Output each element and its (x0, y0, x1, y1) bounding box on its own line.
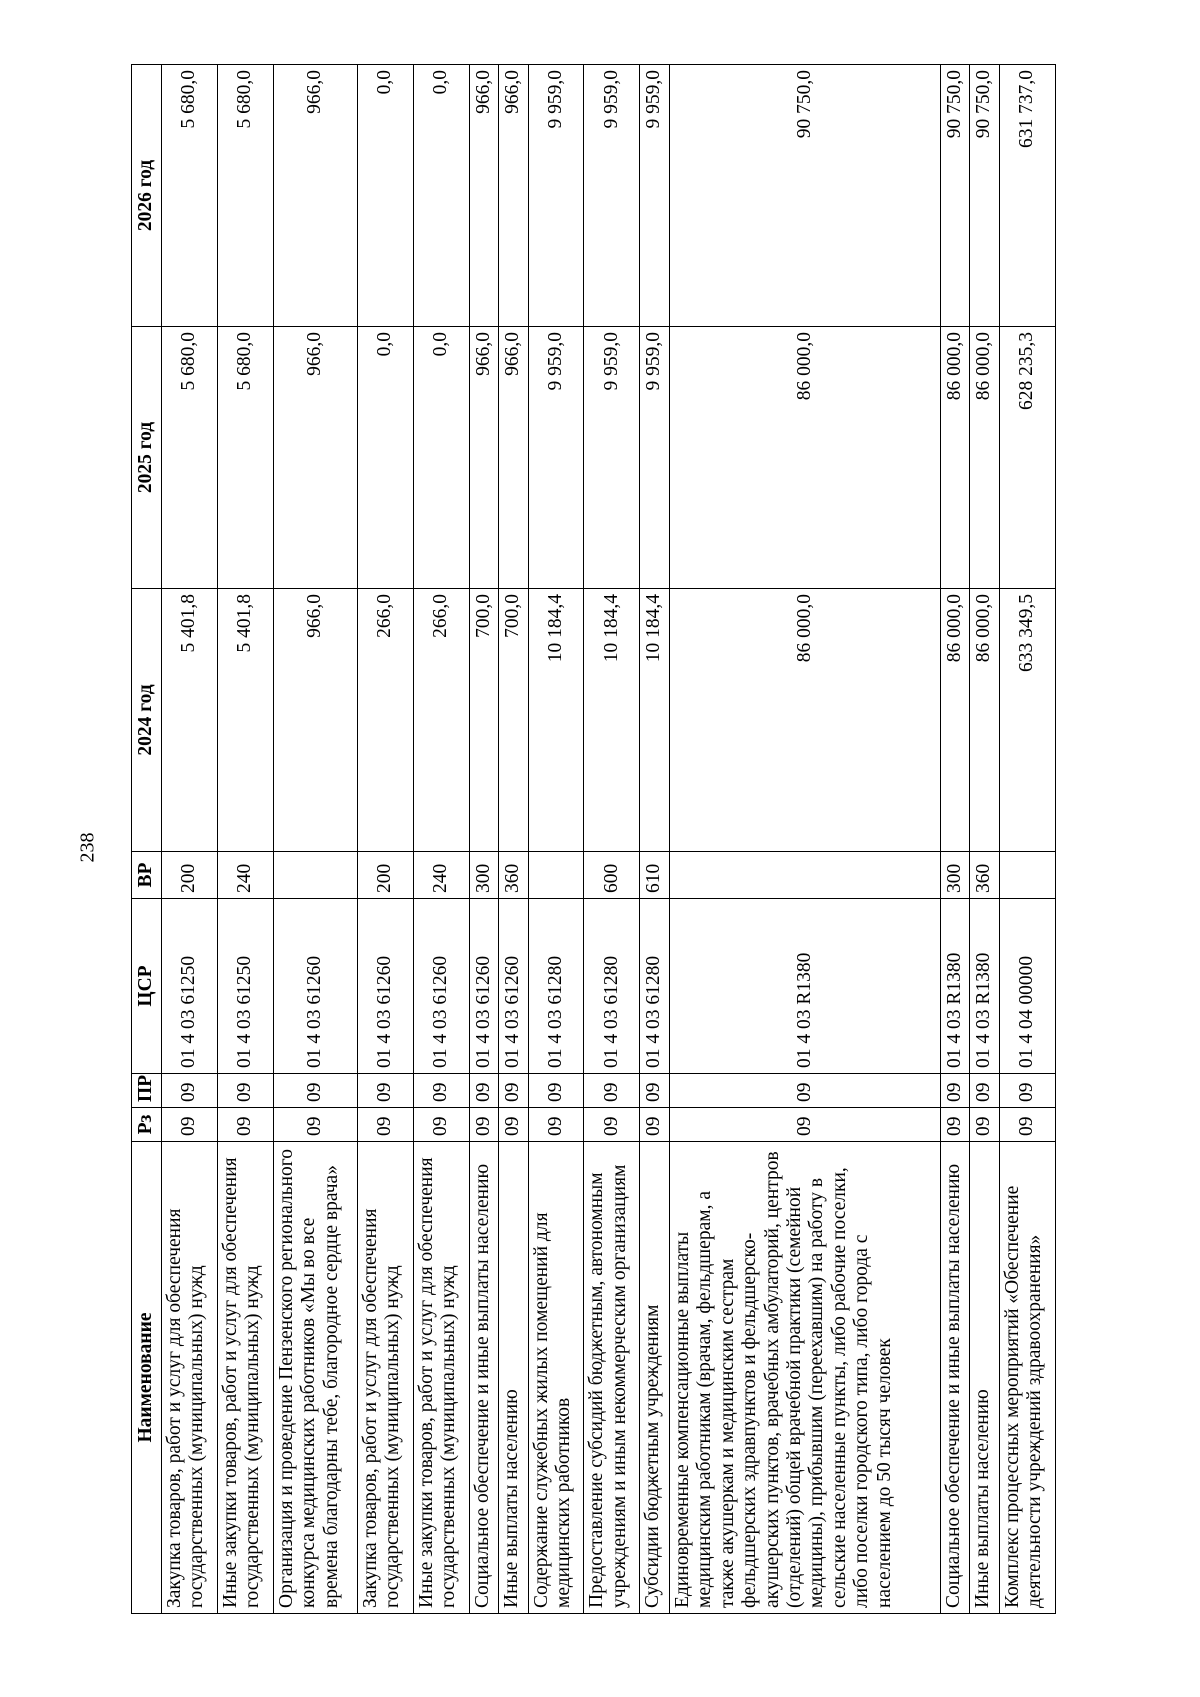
row-rz: 09 (357, 1108, 413, 1142)
table-row (499, 65, 528, 1614)
table-row (584, 65, 640, 1614)
table-row (469, 65, 498, 1614)
row-name: Иные выплаты населению (970, 1142, 999, 1614)
row-2024: 10 184,4 (640, 589, 669, 852)
row-csr: 01 4 03 61260 (469, 899, 498, 1074)
row-pr: 09 (999, 1074, 1055, 1108)
row-name: Иные закупки товаров, работ и услуг для обеспечения государственных (муниципальных) нужд (413, 1142, 469, 1614)
row-2024: 86 000,0 (970, 589, 999, 852)
row-pr: 09 (499, 1074, 528, 1108)
row-2024: 700,0 (469, 589, 498, 852)
row-2026: 0,0 (357, 65, 413, 327)
table-row (162, 65, 218, 1614)
row-name: Организация и проведение Пензенского регионального конкурса медицинских работников «Мы во все времена благодарны тебе, благородное сердце врача» (273, 1142, 357, 1614)
row-vr: 200 (162, 852, 218, 899)
row-2026: 90 750,0 (940, 65, 969, 327)
row-rz: 09 (940, 1108, 969, 1142)
row-rz: 09 (970, 1108, 999, 1142)
row-pr: 09 (273, 1074, 357, 1108)
row-2025: 9 959,0 (584, 327, 640, 589)
row-vr (669, 852, 940, 899)
table-row (273, 65, 357, 1614)
row-2024: 10 184,4 (528, 589, 584, 852)
row-csr: 01 4 03 R1380 (669, 899, 940, 1074)
row-2025: 966,0 (273, 327, 357, 589)
table-row (970, 65, 999, 1614)
row-2026: 5 680,0 (162, 65, 218, 327)
row-csr: 01 4 03 R1380 (940, 899, 969, 1074)
row-name: Единовременные компенсационные выплаты медицинским работникам (врачам, фельдшерам, а также акушеркам и медицинским сестрам фельдшерских здравпунктов и фельдшерско-акушерских пунктов, врачебных амбулаторий, центров (отделений) общей врачебной практики (семейной медицины), прибывшим (переехавшим) на работу в сельские населенные пункты, либо рабочие поселки, либо поселки городского типа, либо города с населением до 50 тысяч человек (669, 1142, 940, 1614)
row-rz: 09 (413, 1108, 469, 1142)
row-2025: 0,0 (413, 327, 469, 589)
row-pr: 09 (640, 1074, 669, 1108)
row-rz: 09 (640, 1108, 669, 1142)
row-2026: 966,0 (273, 65, 357, 327)
table-header-row (132, 65, 162, 1614)
table-row (940, 65, 969, 1614)
row-csr: 01 4 03 61260 (413, 899, 469, 1074)
row-2024: 966,0 (273, 589, 357, 852)
row-csr: 01 4 03 R1380 (970, 899, 999, 1074)
row-2025: 5 680,0 (162, 327, 218, 589)
row-pr: 09 (217, 1074, 273, 1108)
row-vr: 300 (940, 852, 969, 899)
table-row (669, 65, 940, 1614)
row-rz: 09 (669, 1108, 940, 1142)
row-pr: 09 (357, 1074, 413, 1108)
header-csr: ЦСР (132, 899, 162, 1074)
row-vr (273, 852, 357, 899)
row-csr: 01 4 03 61280 (640, 899, 669, 1074)
header-vr: ВР (132, 852, 162, 899)
row-2024: 86 000,0 (940, 589, 969, 852)
row-2024: 5 401,8 (162, 589, 218, 852)
row-2024: 700,0 (499, 589, 528, 852)
row-pr: 09 (413, 1074, 469, 1108)
row-name: Закупка товаров, работ и услуг для обеспечения государственных (муниципальных) нужд (357, 1142, 413, 1614)
row-2026: 9 959,0 (528, 65, 584, 327)
row-2026: 0,0 (413, 65, 469, 327)
header-2025: 2025 год (132, 327, 162, 589)
row-pr: 09 (669, 1074, 940, 1108)
row-name: Социальное обеспечение и иные выплаты населению (940, 1142, 969, 1614)
header-pr: ПР (132, 1074, 162, 1108)
row-2025: 86 000,0 (970, 327, 999, 589)
row-rz: 09 (469, 1108, 498, 1142)
row-2025: 86 000,0 (669, 327, 940, 589)
page-number: 238 (76, 832, 99, 863)
table-row (640, 65, 669, 1614)
row-2026: 966,0 (469, 65, 498, 327)
row-rz: 09 (499, 1108, 528, 1142)
row-2024: 5 401,8 (217, 589, 273, 852)
row-vr: 610 (640, 852, 669, 899)
row-csr: 01 4 03 61260 (499, 899, 528, 1074)
row-csr: 01 4 03 61260 (273, 899, 357, 1074)
row-csr: 01 4 03 61280 (584, 899, 640, 1074)
row-2025: 5 680,0 (217, 327, 273, 589)
header-2024: 2024 год (132, 589, 162, 852)
table-row (999, 65, 1055, 1614)
row-csr: 01 4 03 61280 (528, 899, 584, 1074)
row-2026: 9 959,0 (640, 65, 669, 327)
row-2025: 628 235,3 (999, 327, 1055, 589)
row-2025: 0,0 (357, 327, 413, 589)
row-2024: 10 184,4 (584, 589, 640, 852)
row-pr: 09 (162, 1074, 218, 1108)
row-name: Содержание служебных жилых помещений для медицинских работников (528, 1142, 584, 1614)
row-vr: 360 (970, 852, 999, 899)
row-2026: 966,0 (499, 65, 528, 327)
row-rz: 09 (217, 1108, 273, 1142)
row-rz: 09 (528, 1108, 584, 1142)
row-2024: 633 349,5 (999, 589, 1055, 852)
row-2025: 86 000,0 (940, 327, 969, 589)
table-row (413, 65, 469, 1614)
row-2024: 266,0 (357, 589, 413, 852)
row-name: Социальное обеспечение и иные выплаты населению (469, 1142, 498, 1614)
row-pr: 09 (528, 1074, 584, 1108)
row-csr: 01 4 04 00000 (999, 899, 1055, 1074)
row-csr: 01 4 03 61250 (162, 899, 218, 1074)
row-pr: 09 (469, 1074, 498, 1108)
row-2025: 966,0 (499, 327, 528, 589)
row-2025: 966,0 (469, 327, 498, 589)
row-vr: 600 (584, 852, 640, 899)
row-2025: 9 959,0 (528, 327, 584, 589)
header-2026: 2026 год (132, 65, 162, 327)
row-name: Субсидии бюджетным учреждениям (640, 1142, 669, 1614)
row-2024: 266,0 (413, 589, 469, 852)
row-name: Комплекс процессных мероприятий «Обеспечение деятельности учреждений здравоохранения» (999, 1142, 1055, 1614)
budget-table (131, 64, 1056, 1614)
row-rz: 09 (584, 1108, 640, 1142)
header-name: Наименование (132, 1142, 162, 1614)
row-rz: 09 (162, 1108, 218, 1142)
row-2025: 9 959,0 (640, 327, 669, 589)
row-2024: 86 000,0 (669, 589, 940, 852)
row-vr: 240 (413, 852, 469, 899)
table-row (217, 65, 273, 1614)
row-name: Предоставление субсидий бюджетным, автономным учреждениям и иным некоммерческим организациям (584, 1142, 640, 1614)
rotated-table-container (131, 65, 1056, 1614)
row-2026: 5 680,0 (217, 65, 273, 327)
row-vr: 300 (469, 852, 498, 899)
row-rz: 09 (999, 1108, 1055, 1142)
row-name: Иные закупки товаров, работ и услуг для обеспечения государственных (муниципальных) нужд (217, 1142, 273, 1614)
row-vr: 360 (499, 852, 528, 899)
row-vr (528, 852, 584, 899)
row-2026: 9 959,0 (584, 65, 640, 327)
row-2026: 90 750,0 (669, 65, 940, 327)
row-pr: 09 (970, 1074, 999, 1108)
row-csr: 01 4 03 61250 (217, 899, 273, 1074)
row-rz: 09 (273, 1108, 357, 1142)
header-rz: Рз (132, 1108, 162, 1142)
row-csr: 01 4 03 61260 (357, 899, 413, 1074)
row-pr: 09 (584, 1074, 640, 1108)
table-row (357, 65, 413, 1614)
row-vr (999, 852, 1055, 899)
row-2026: 631 737,0 (999, 65, 1055, 327)
row-vr: 200 (357, 852, 413, 899)
row-name: Иные выплаты населению (499, 1142, 528, 1614)
row-pr: 09 (940, 1074, 969, 1108)
row-2026: 90 750,0 (970, 65, 999, 327)
row-vr: 240 (217, 852, 273, 899)
row-name: Закупка товаров, работ и услуг для обеспечения государственных (муниципальных) нужд (162, 1142, 218, 1614)
table-row (528, 65, 584, 1614)
